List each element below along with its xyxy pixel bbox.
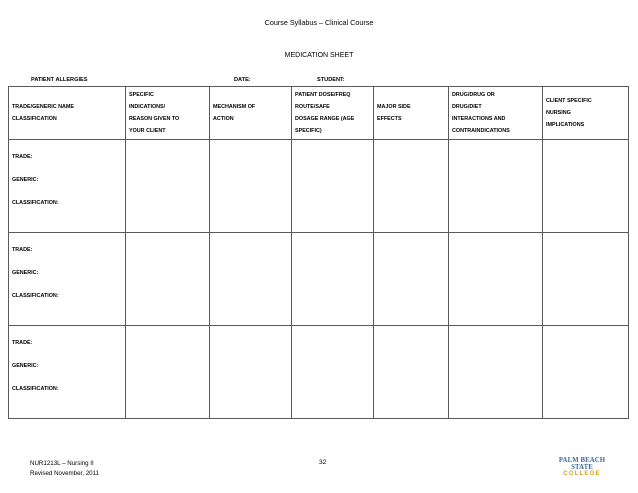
table-cell[interactable] [374, 326, 449, 419]
table-cell[interactable] [292, 233, 374, 326]
footer-course-code: NUR1213L – Nursing II [30, 460, 94, 467]
drug-name-cell[interactable] [9, 233, 126, 326]
table-header-row [9, 87, 629, 140]
table-cell[interactable] [543, 140, 629, 233]
classification-label: CLASSIFICATION: [12, 293, 59, 299]
table-row [9, 140, 629, 233]
table-cell[interactable] [543, 233, 629, 326]
trade-label: TRADE: [12, 340, 33, 346]
date-label: DATE: [234, 77, 251, 83]
college-logo [548, 457, 616, 477]
generic-label: GENERIC: [12, 177, 39, 183]
page-number: 32 [319, 459, 327, 466]
footer-course-info [30, 459, 99, 479]
table-cell[interactable] [126, 140, 210, 233]
medication-table [8, 86, 629, 419]
footer-revised-date: Revised November, 2011 [30, 470, 100, 477]
table-cell[interactable] [449, 140, 543, 233]
drug-name-cell[interactable] [9, 326, 126, 419]
col-header-trade-generic: TRADE/GENERIC NAME CLASSIFICATION [9, 87, 126, 140]
classification-label: CLASSIFICATION: [12, 386, 59, 392]
sheet-title: MEDICATION SHEET [284, 52, 354, 59]
table-cell[interactable] [210, 233, 292, 326]
student-label: STUDENT: [317, 77, 345, 83]
col-header-interactions: DRUG/DRUG OR DRUG/DIET INTERACTIONS AND CONTRAINDICATIONS [449, 87, 543, 140]
table-row [9, 326, 629, 419]
table-cell[interactable] [374, 140, 449, 233]
generic-label: GENERIC: [12, 270, 39, 276]
table-cell[interactable] [292, 140, 374, 233]
col-header-mechanism: MECHANISM OF ACTION [210, 87, 292, 140]
table-row [9, 233, 629, 326]
col-header-side-effects: MAJOR SIDE EFFECTS [374, 87, 449, 140]
logo-top-text: PALM BEACH STATE [558, 457, 606, 471]
generic-label: GENERIC: [12, 363, 39, 369]
col-header-dose: PATIENT DOSE/FREQ ROUTE/SAFE DOSAGE RANGE (AGE SPECIFIC) [292, 87, 374, 140]
table-cell[interactable] [126, 233, 210, 326]
trade-label: TRADE: [12, 154, 33, 160]
table-cell[interactable] [374, 233, 449, 326]
table-cell[interactable] [543, 326, 629, 419]
col-header-nursing-implications: CLIENT SPECIFIC NURSING IMPLICATIONS [543, 87, 629, 140]
table-cell[interactable] [292, 326, 374, 419]
patient-allergies-label: PATIENT ALLERGIES [31, 77, 88, 83]
classification-label: CLASSIFICATION: [12, 200, 59, 206]
course-title: Course Syllabus – Clinical Course [264, 18, 374, 27]
trade-label: TRADE: [12, 247, 33, 253]
drug-name-cell[interactable] [9, 140, 126, 233]
logo-bottom-text: COLLEGE [563, 471, 601, 477]
table-cell[interactable] [210, 140, 292, 233]
table-cell[interactable] [449, 233, 543, 326]
table-cell[interactable] [449, 326, 543, 419]
col-header-indications: SPECIFIC INDICATIONS/ REASON GIVEN TO YOUR CLIENT [126, 87, 210, 140]
table-cell[interactable] [210, 326, 292, 419]
table-cell[interactable] [126, 326, 210, 419]
